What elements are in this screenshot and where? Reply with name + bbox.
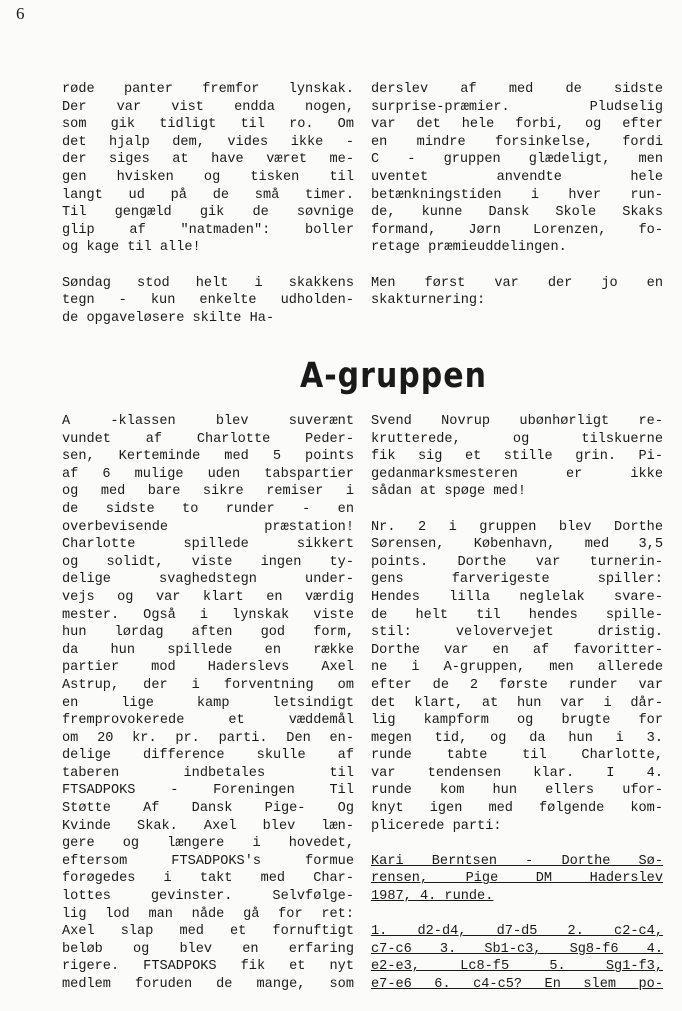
text-line: lig lod man nåde gå for ret: <box>62 906 354 922</box>
text-line: efter de 2 første runder var <box>371 677 663 693</box>
text-line: C - gruppen glædeligt, men <box>371 152 663 168</box>
text-line: gens farverigeste spiller: <box>371 572 663 588</box>
text-line: da hun spillede en række <box>62 642 354 658</box>
text-line: de, kunne Dansk Skole Skaks <box>371 205 663 221</box>
text-line: knyt igen med følgende kom- <box>371 801 663 817</box>
text-line: points. Dorthe var turnerin- <box>371 554 663 570</box>
game-moves <box>371 923 663 993</box>
text-line: som gik tidligt til ro. Om <box>62 117 354 133</box>
text-line: partier mod Haderslevs Axel <box>62 660 354 676</box>
text-line: e2-e3, Lc8-f5 5. Sg1-f3, <box>371 959 663 975</box>
text-line: gere og længere i hovedet, <box>62 836 354 852</box>
text-line: skakturnering: <box>371 293 486 309</box>
text-line: surprise-præmier. Pludselig <box>371 99 663 115</box>
text-line: hun lørdag aften god form, <box>62 625 354 641</box>
text-line: Astrup, der i forventning om <box>62 677 354 693</box>
text-line: og med bare sikre remiser i <box>62 484 354 500</box>
text-line: og solidt, viste ingen ty- <box>62 554 354 570</box>
text-line: taberen indbetales til <box>62 765 354 781</box>
text-line: gedanmarksmesteren er ikke <box>371 466 663 482</box>
text-line: betænkningstiden i hver run- <box>371 187 663 203</box>
text-line: fik sig et stille grin. Pi- <box>371 449 663 465</box>
paragraph <box>371 519 663 836</box>
paragraph <box>62 81 354 257</box>
paragraph <box>371 275 663 310</box>
text-line: om 20 kr. pr. parti. Den en- <box>62 730 354 746</box>
text-line: de sidste to runder - en <box>62 501 354 517</box>
text-line: runde tabte til Charlotte, <box>371 748 663 764</box>
text-line: Sørensen, København, med 3,5 <box>371 537 663 553</box>
text-line: fremprovokerede et væddemål <box>62 713 354 729</box>
text-line: de helt til hendes spille- <box>371 607 663 623</box>
text-line: Men først var der jo en <box>371 275 663 291</box>
paragraph <box>371 81 663 257</box>
text-line: c7-c6 3. Sb1-c3, Sg8-f6 4. <box>371 941 663 957</box>
page-number: 6 <box>16 4 25 23</box>
paragraph <box>371 413 663 501</box>
text-line: Charlotte spillede sikkert <box>62 537 354 553</box>
column-top-right <box>371 81 663 327</box>
text-line: og kage til alle! <box>62 240 201 256</box>
text-line: var det hele forbi, og efter <box>371 117 663 133</box>
text-line: stil: velovervejet dristig. <box>371 625 663 641</box>
text-line: rigere. FTSADPOKS fik et nyt <box>62 959 354 975</box>
section-heading: A-gruppen <box>300 356 487 397</box>
text-line: røde panter fremfor lynskak. <box>62 82 354 97</box>
text-line: Dorthe var en af favoritter- <box>371 642 663 658</box>
text-line: vundet af Charlotte Peder- <box>62 431 354 447</box>
text-line: e7-e6 6. c4-c5? En slem po- <box>371 977 663 992</box>
text-line: runde kom hun ellers ufor- <box>371 783 663 799</box>
text-line: var tendensen klar. I 4. <box>371 765 663 781</box>
text-line: beløb og blev en erfaring <box>62 941 354 957</box>
text-line: lig kampform og brugte for <box>371 713 663 729</box>
text-line: Axel slap med et fornuftigt <box>62 924 354 940</box>
text-line: der siges at have været me- <box>62 152 354 168</box>
text-line: de opgaveløsere skilte Ha- <box>62 310 275 326</box>
text-line: forøgedes i takt med Char- <box>62 871 354 887</box>
column-bottom-left <box>62 413 354 1011</box>
text-line: Der var vist endda nogen, <box>62 99 354 115</box>
game-header <box>371 853 663 906</box>
text-line: det hjalp dem, vides ikke - <box>62 134 354 150</box>
text-line: Svend Novrup ubønhørligt re- <box>371 414 663 429</box>
text-line: krutterede, og tilskuerne <box>371 431 663 447</box>
column-bottom-right <box>371 413 663 1011</box>
text-line: retage præmieuddelingen. <box>371 240 567 256</box>
paragraph <box>62 275 354 328</box>
text-line: formand, Jørn Lorenzen, fo- <box>371 222 663 238</box>
column-top-left <box>62 81 354 345</box>
text-line: sådan at spøge med! <box>371 484 526 500</box>
text-line: langt ud på de små timer. <box>62 187 354 203</box>
text-line: sen, Kerteminde med 5 points <box>62 449 354 465</box>
text-line: medlem foruden de mange, som <box>62 977 354 992</box>
text-line: delige svaghedstegn under- <box>62 572 354 588</box>
text-line: Søndag stod helt i skakkens <box>62 275 354 291</box>
text-line: Støtte Af Dansk Pige- Og <box>62 801 354 817</box>
text-line: Nr. 2 i gruppen blev Dorthe <box>371 519 663 535</box>
text-line: FTSADPOKS - Foreningen Til <box>62 783 354 799</box>
text-line: en lige kamp letsindigt <box>62 695 354 711</box>
text-line: delige difference skulle af <box>62 748 354 764</box>
text-line: rensen, Pige DM Haderslev <box>371 871 663 887</box>
text-line: uventet anvendte hele <box>371 169 663 185</box>
text-line: Hendes lilla neglelak svare- <box>371 589 663 605</box>
text-line: 1. d2-d4, d7-d5 2. c2-c4, <box>371 924 663 940</box>
text-line: plicerede parti: <box>371 818 502 834</box>
text-line: vejs og var klart en værdig <box>62 589 354 605</box>
text-line: af 6 mulige uden tabspartier <box>62 466 354 482</box>
text-line: ne i A-gruppen, men allerede <box>371 660 663 676</box>
text-line: det klart, at hun var i dår- <box>371 695 663 711</box>
text-line: derslev af med de sidste <box>371 82 663 97</box>
text-line: overbevisende præstation! <box>62 519 354 535</box>
text-line: Kari Berntsen - Dorthe Sø- <box>371 853 663 869</box>
text-line: mester. Også i lynskak viste <box>62 607 354 623</box>
text-line: 1987, 4. runde. <box>371 889 494 905</box>
text-line: Kvinde Skak. Axel blev læn- <box>62 818 354 834</box>
text-line: A -klassen blev suverænt <box>62 414 354 429</box>
text-line: megen tid, og da hun i 3. <box>371 730 663 746</box>
text-line: en mindre forsinkelse, fordi <box>371 134 663 150</box>
paragraph <box>62 413 354 994</box>
text-line: lottes gevinster. Selvfølge- <box>62 889 354 905</box>
text-line: tegn - kun enkelte udholden- <box>62 293 354 309</box>
text-line: eftersom FTSADPOKS's formue <box>62 853 354 869</box>
text-line: gen hvisken og tisken til <box>62 169 354 185</box>
text-line: glip af "natmaden": boller <box>62 222 354 238</box>
text-line: Til gengæld gik de søvnige <box>62 205 354 221</box>
